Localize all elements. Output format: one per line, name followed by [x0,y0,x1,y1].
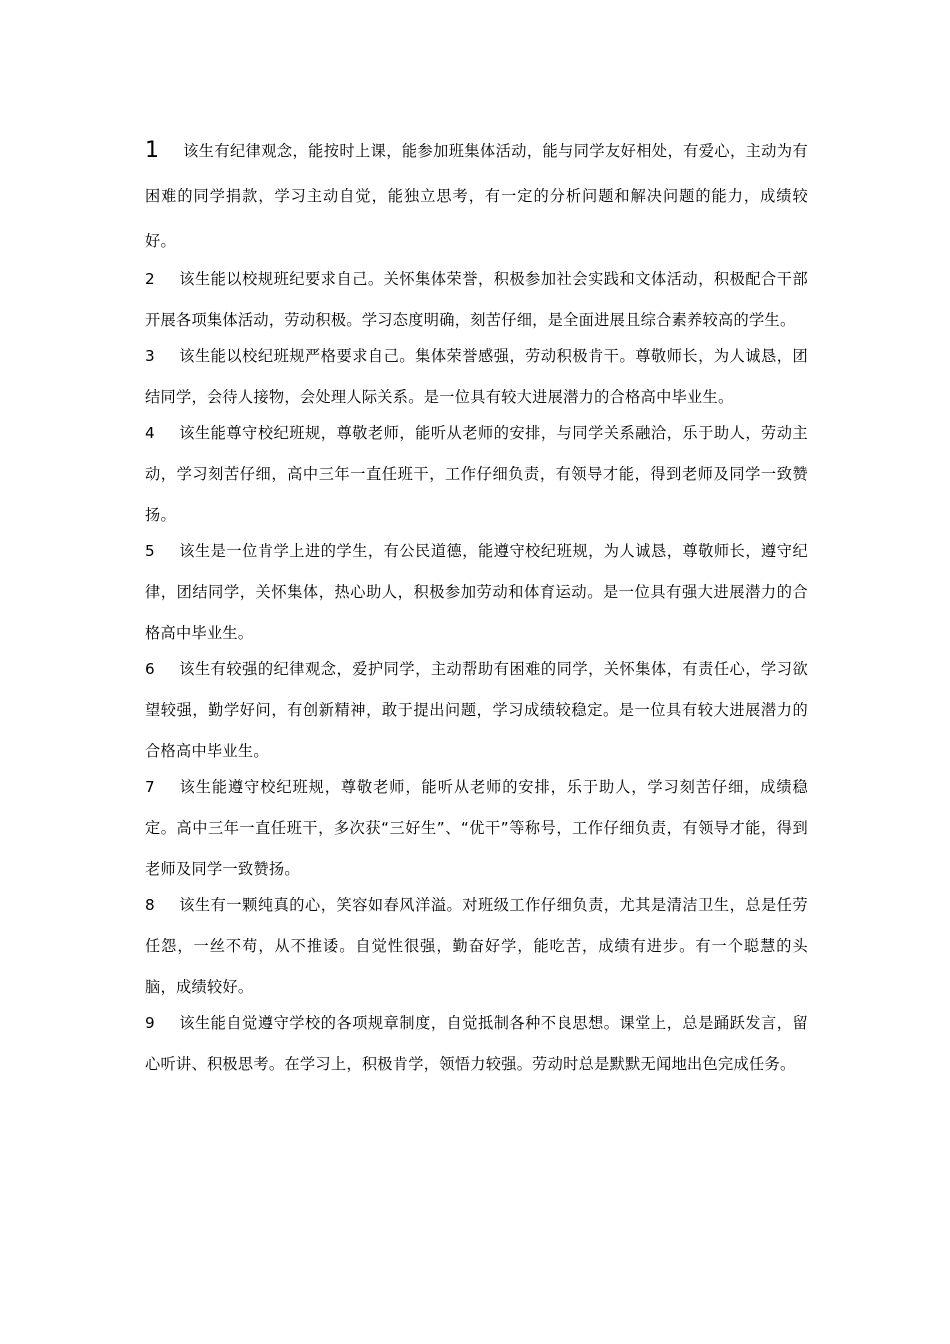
entry-number: 6 [145,660,155,678]
comment-entry-3 [145,336,808,418]
entry-number: 9 [145,1014,155,1032]
entry-number: 2 [145,270,155,288]
comment-entry-4 [145,413,808,536]
entry-text: 该生能以校规班纪要求自己。关怀集体荣誉，积极参加社会实践和文体活动，积极配合干部开展各项集体活动，劳动积极。学习态度明确，刻苦仔细，是全面进展且综合素养较高的学生。 [145,270,808,329]
comment-entry-6 [145,649,808,772]
entry-text: 该生能自觉遵守学校的各项规章制度，自觉抵制各种不良思想。课堂上，总是踊跃发言，留心听讲、积极思考。在学习上，积极肯学，领悟力较强。劳动时总是默默无闻地出色完成任务。 [145,1014,808,1073]
entry-number: 4 [145,424,155,442]
entry-number: 1 [145,138,160,163]
comment-entry-9 [145,1003,808,1085]
entry-number: 7 [145,778,155,796]
comment-list [145,128,808,1085]
entry-number: 3 [145,347,155,365]
entry-number: 8 [145,896,155,914]
comment-entry-1 [145,128,808,264]
entry-number: 5 [145,542,155,560]
entry-text: 该生能尊守校纪班规，尊敬老师，能听从老师的安排，与同学关系融洽，乐于助人，劳动主动，学习刻苦仔细，高中三年一直任班干，工作仔细负责，有领导才能，得到老师及同学一致赞扬。 [145,424,808,524]
comment-entry-8 [145,885,808,1008]
entry-text: 该生能遵守校纪班规，尊敬老师，能听从老师的安排，乐于助人，学习刻苦仔细，成绩稳定。高中三年一直任班干，多次获“三好生”、“优干”等称号，工作仔细负责，有领导才能，得到老师及同学一致赞扬。 [145,778,808,878]
comment-entry-7 [145,767,808,890]
entry-text: 该生有较强的纪律观念，爱护同学，主动帮助有困难的同学，关怀集体，有责任心，学习欲望较强，勤学好问，有创新精神，敢于提出问题，学习成绩较稳定。是一位具有较大进展潜力的合格高中毕业生。 [145,660,808,760]
entry-text: 该生有纪律观念，能按时上课，能参加班集体活动，能与同学友好相处，有爱心，主动为有困难的同学捐款，学习主动自觉，能独立思考，有一定的分析问题和解决问题的能力，成绩较好。 [145,142,808,250]
entry-text: 该生能以校纪班规严格要求自己。集体荣誉感强，劳动积极肯干。尊敬师长，为人诚恳，团结同学，会待人接物，会处理人际关系。是一位具有较大进展潜力的合格高中毕业生。 [145,347,808,406]
entry-text: 该生是一位肯学上进的学生，有公民道德，能遵守校纪班规，为人诚恳，尊敬师长，遵守纪律，团结同学，关怀集体，热心助人，积极参加劳动和体育运动。是一位具有强大进展潜力的合格高中毕业生。 [145,542,808,642]
comment-entry-2 [145,259,808,341]
comment-entry-5 [145,531,808,654]
entry-text: 该生有一颗纯真的心，笑容如春风洋溢。对班级工作仔细负责，尤其是清洁卫生，总是任劳任怨，一丝不苟，从不推诿。自觉性很强，勤奋好学，能吃苦，成绩有进步。有一个聪慧的头脑，成绩较好。 [145,896,808,996]
